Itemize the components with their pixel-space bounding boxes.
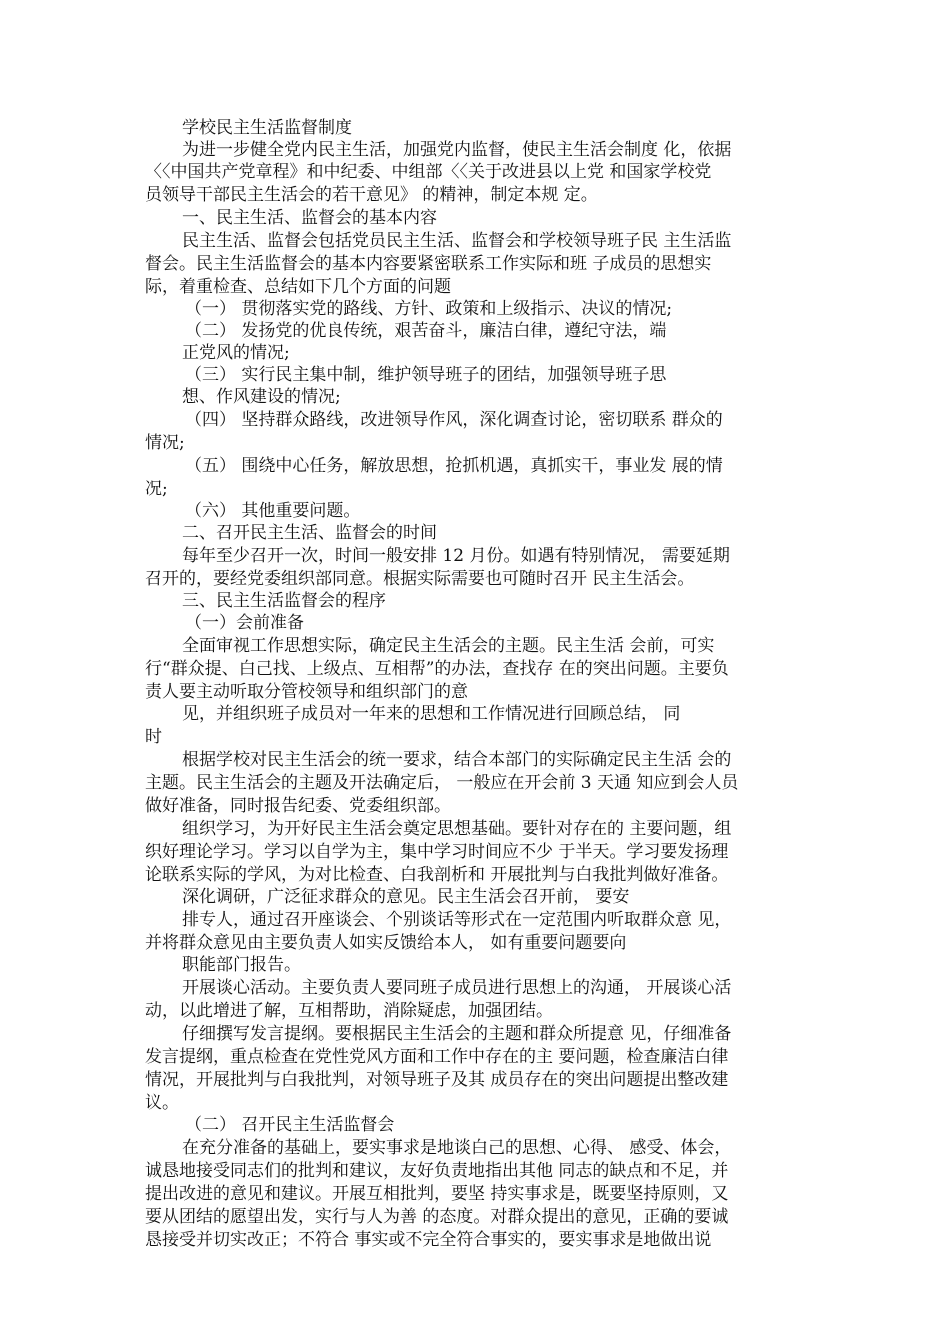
text-line: 想、作风建设的情况; — [182, 387, 341, 407]
text-line: 在充分准备的基础上，要实事求是地谈白己的思想、心得、 感受、体会， — [182, 1138, 732, 1158]
text-line: 为进一步健全党内民主生活，加强党内监督，使民主生活会制度 化，依据 — [182, 140, 732, 160]
text-line: 〈〈中国共产党章程》和中纪委、中组部〈〈关于改进县以上党 和国家学校党 — [145, 162, 712, 182]
text-line: 情况，开展批判与白我批判，对领导班子及其 成员存在的突出问题提出整改建 — [145, 1070, 729, 1090]
text-line: 况; — [145, 479, 168, 499]
section-heading: 二、召开民主生活、监督会的时间 — [182, 523, 437, 543]
text-line: 组织学习，为开好民主生活会奠定思想基础。要针对存在的 主要问题，组 — [182, 819, 732, 839]
list-item: （四） 坚持群众路线，改进领导作风，深化调查讨论，密切联系 群众的 — [185, 410, 723, 430]
text-line: 做好准备，同时报告纪委、党委组织部。 — [145, 796, 451, 816]
text-line: 每年至少召开一次，时间一般安排 12 月份。如遇有特别情况， 需要延期 — [182, 546, 730, 566]
text-line: 仔细撰写发言提纲。要根据民主生活会的主题和群众所提意 见，仔细准备 — [182, 1024, 732, 1044]
text-line: 见，并组织班子成员对一年来的思想和工作情况进行回顾总结， 同 — [182, 704, 681, 724]
text-line: 深化调研，广泛征求群众的意见。民主生活会召开前， 要安 — [182, 887, 630, 907]
text-line: 责人要主动听取分管校领导和组织部门的意 — [145, 682, 468, 702]
text-line: 议。 — [145, 1093, 179, 1113]
text-line: 织好理论学习。学习以自学为主，集中学习时间应不少 于半天。学习要发扬理 — [145, 842, 729, 862]
text-line: 诚恳地接受同志们的批判和建议，友好负责地指出其他 同志的缺点和不足，并 — [145, 1161, 729, 1181]
text-line: 开展谈心活动。主要负责人要同班子成员进行思想上的沟通， 开展谈心活 — [182, 978, 732, 998]
text-line: 职能部门报告。 — [182, 955, 301, 975]
text-line: 全面审视工作思想实际，确定民主生活会的主题。民主生活 会前，可实 — [182, 636, 715, 656]
text-line: 督会。民主生活监督会的基本内容要紧密联系工作实际和班 子成员的思想实 — [145, 254, 712, 274]
text-line: 召开的，要经党委组织部同意。根据实际需要也可随时召开 民主生活会。 — [145, 569, 695, 589]
text-line: 要从团结的愿望出发，实行与人为善 的态度。对群众提出的意见，正确的要诚 — [145, 1207, 729, 1227]
list-item: （三） 实行民主集中制，维护领导班子的团结，加强领导班子思 — [185, 365, 667, 385]
text-line: 员领导干部民主生活会的若干意见》 的精神，制定本规 定。 — [145, 185, 598, 205]
text-line: 根据学校对民主生活会的统一要求，结合本部门的实际确定民主生活 会的 — [182, 750, 732, 770]
section-heading: 三、民主生活监督会的程序 — [182, 591, 386, 611]
section-heading: 一、民主生活、监督会的基本内容 — [182, 208, 437, 228]
text-line: 论联系实际的学风，为对比检查、白我剖析和 开展批判与白我批判做好准备。 — [145, 865, 729, 885]
list-item: （五） 围绕中心任务，解放思想，抢抓机遇，真抓实干，事业发 展的情 — [185, 456, 723, 476]
text-line: 情况; — [145, 433, 185, 453]
text-line: 主题。民主生活会的主题及开法确定后， 一般应在开会前 3 天通 知应到会人员 — [145, 773, 739, 793]
text-line: 时 — [145, 727, 162, 747]
text-line: 提出改进的意见和建议。开展互相批判，要坚 持实事求是，既要坚持原则，又 — [145, 1184, 729, 1204]
list-item: （二） 发扬党的优良传统，艰苦奋斗，廉洁白律，遵纪守法，端 — [185, 321, 667, 341]
list-item: （一） 贯彻落实党的路线、方针、政策和上级指示、决议的情况; — [185, 299, 673, 319]
text-line: 发言提纲，重点检查在党性党风方面和工作中存在的主 要问题，检查廉洁白律 — [145, 1047, 729, 1067]
subsection-heading: （二） 召开民主生活监督会 — [185, 1115, 395, 1135]
document-title: 学校民主生活监督制度 — [182, 118, 352, 138]
text-line: 际，着重检查、总结如下几个方面的问题 — [145, 277, 451, 297]
text-line: 恳接受并切实改正；不符合 事实或不完全符合事实的，要实事求是地做出说 — [145, 1230, 712, 1250]
text-line: 动，以此增进了解，互相帮助，消除疑虑，加强团结。 — [145, 1001, 553, 1021]
text-line: 排专人，通过召开座谈会、个别谈话等形式在一定范围内听取群众意 见， — [182, 910, 732, 930]
text-line: 并将群众意见由主要负责人如实反馈给本人， 如有重要问题要向 — [145, 933, 627, 953]
text-line: 行“群众提、白己找、上级点、互相帮”的办法，查找存 在的突出问题。主要负 — [145, 659, 729, 679]
text-line: 正党风的情况; — [182, 343, 290, 363]
text-line: 民主生活、监督会包括党员民主生活、监督会和学校领导班子民 主生活监 — [182, 231, 732, 251]
list-item: （六） 其他重要问题。 — [185, 501, 361, 521]
subsection-heading: （一）会前准备 — [185, 613, 304, 633]
